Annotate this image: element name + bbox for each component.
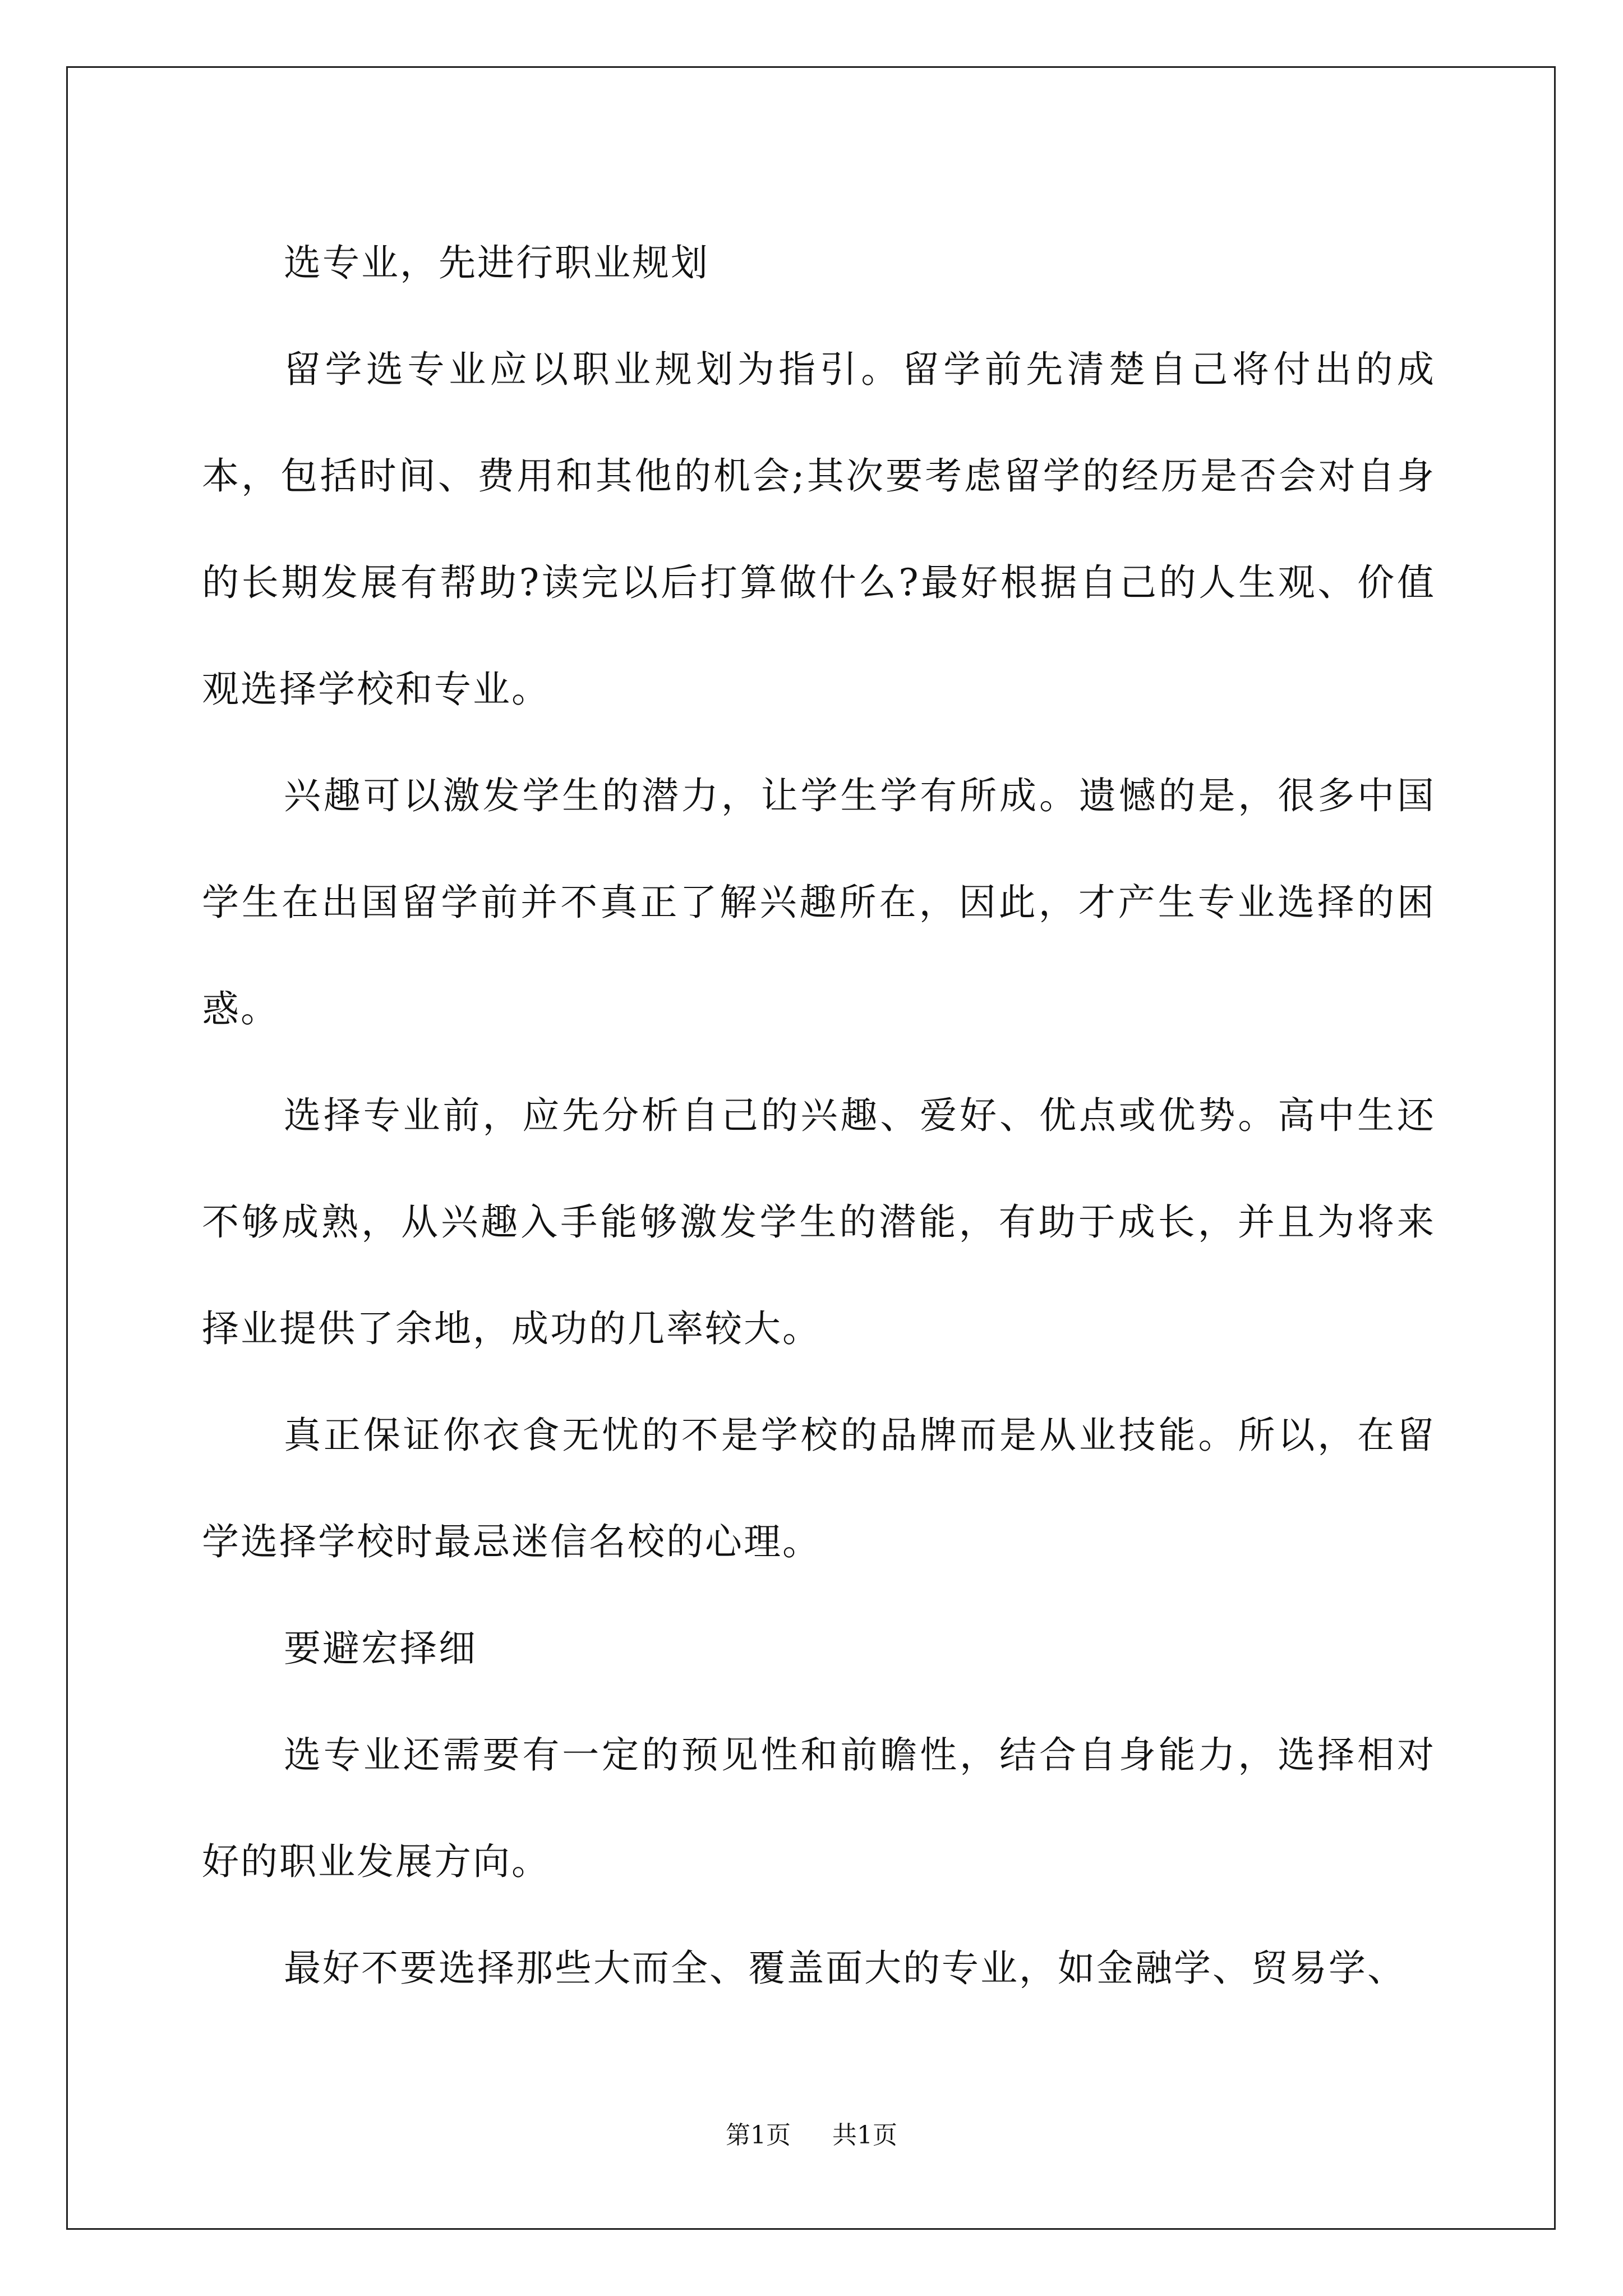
paragraph-heading-career-planning: 选专业，先进行职业规划 <box>284 241 709 284</box>
page-footer <box>0 2115 1623 2151</box>
paragraph: 真正保证你衣食无忧的不是学校的品牌而是从业技能。所以，在留学选择学校时最忌迷信名校的心理。 <box>202 1414 1436 1563</box>
paragraph: 最好不要选择那些大而全、覆盖面大的专业，如金融学、贸易学、 <box>284 1947 1406 1990</box>
paragraph: 选专业还需要有一定的预见性和前瞻性，结合自身能力，选择相对好的职业发展方向。 <box>202 1733 1436 1883</box>
page-total: 共1页 <box>832 2121 897 2150</box>
page-number: 第1页 <box>726 2121 791 2150</box>
document-body <box>202 210 1436 2022</box>
paragraph: 留学选专业应以职业规划为指引。留学前先清楚自己将付出的成本，包括时间、费用和其他的机会;其次要考虑留学的经历是否会对自身的长期发展有帮助?读完以后打算做什么?最好根据自己的人生观、价值观选择学校和专业。 <box>202 348 1436 711</box>
paragraph: 选择专业前，应先分析自己的兴趣、爱好、优点或优势。高中生还不够成熟，从兴趣入手能够激发学生的潜能，有助于成长，并且为将来择业提供了余地，成功的几率较大。 <box>202 1094 1436 1350</box>
paragraph-heading-avoid-broad: 要避宏择细 <box>284 1627 477 1670</box>
paragraph: 兴趣可以激发学生的潜力，让学生学有所成。遗憾的是，很多中国学生在出国留学前并不真正了解兴趣所在，因此，才产生专业选择的困惑。 <box>202 774 1436 1030</box>
